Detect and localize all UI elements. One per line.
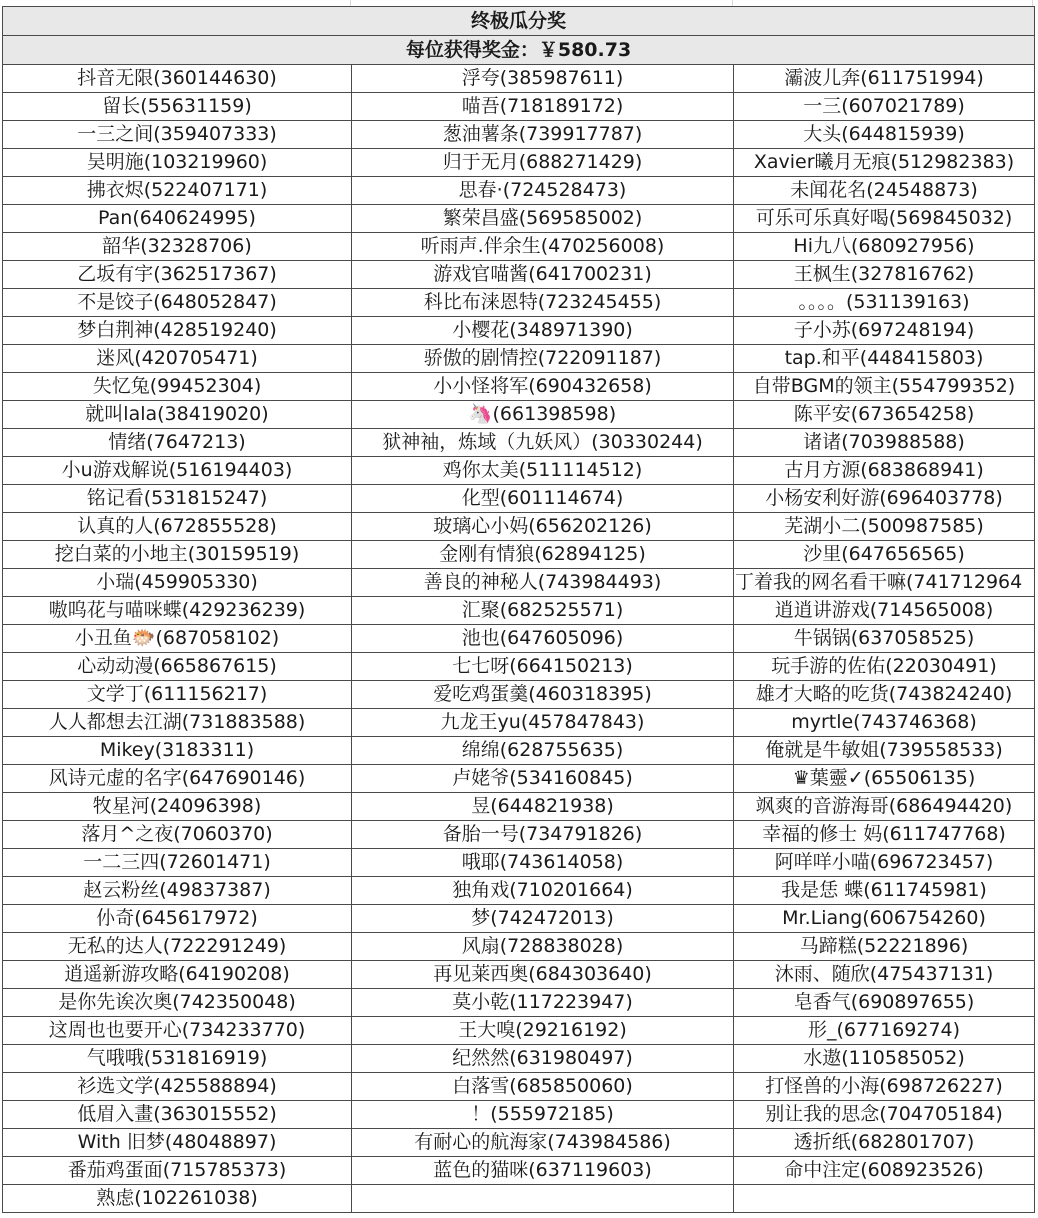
winner-cell[interactable]: 梦白荆神(428519240): [3, 317, 352, 345]
winner-cell[interactable]: 这周也也要开心(734233770): [3, 1017, 352, 1045]
winner-cell[interactable]: 灞波儿奔(611751994): [734, 65, 1035, 93]
winner-cell[interactable]: 听雨声.伴余生(470256008): [352, 233, 734, 261]
winner-cell[interactable]: 铭记看(531815247): [3, 485, 352, 513]
table-row: [3, 597, 1035, 625]
table-row: [3, 373, 1035, 401]
winner-cell[interactable]: 一二三四(72601471): [3, 849, 352, 877]
table-row: [3, 905, 1035, 933]
winner-cell[interactable]: 未闻花名(24548873): [734, 177, 1035, 205]
table-row: [3, 793, 1035, 821]
winner-cell[interactable]: 幸福的修士 妈(611747768): [734, 821, 1035, 849]
winner-cell[interactable]: 子小苏(697248194): [734, 317, 1035, 345]
table-row: [3, 513, 1035, 541]
table-row: [3, 625, 1035, 653]
sheet-title[interactable]: 终极瓜分奖: [3, 7, 1035, 36]
winner-cell[interactable]: 金刚有情狼(62894125): [352, 541, 734, 569]
winner-cell[interactable]: 备胎一号(734791826): [352, 821, 734, 849]
table-row: [3, 821, 1035, 849]
winner-cell[interactable]: 浮夸(385987611): [352, 65, 734, 93]
table-row: [3, 653, 1035, 681]
winner-cell[interactable]: 池也(647605096): [352, 625, 734, 653]
winner-cell[interactable]: 自带BGM的领主(554799352): [734, 373, 1035, 401]
winner-cell[interactable]: 风诗元虚的名字(647690146): [3, 765, 352, 793]
winner-cell[interactable]: 小丑鱼🐡(687058102): [3, 625, 352, 653]
winner-cell[interactable]: 打怪兽的小海(698726227): [734, 1073, 1035, 1101]
table-row: [3, 289, 1035, 317]
winner-cell[interactable]: 文学丁(611156217): [3, 681, 352, 709]
winner-cell[interactable]: 俺就是牛敏姐(739558533): [734, 737, 1035, 765]
winner-cell[interactable]: 思春·(724528473): [352, 177, 734, 205]
winner-cell[interactable]: 独角戏(710201664): [352, 877, 734, 905]
winner-cell[interactable]: 骄傲的剧情控(722091187): [352, 345, 734, 373]
winner-cell[interactable]: 情绪(7647213): [3, 429, 352, 457]
winner-cell[interactable]: 水遨(110585052): [734, 1045, 1035, 1073]
winner-cell[interactable]: 马蹄糕(52221896): [734, 933, 1035, 961]
table-row: [3, 709, 1035, 737]
winner-cell[interactable]: tap.和平(448415803): [734, 345, 1035, 373]
winner-cell[interactable]: 韶华(32328706): [3, 233, 352, 261]
winner-cell[interactable]: 芜湖小二(500987585): [734, 513, 1035, 541]
table-row: [3, 1129, 1035, 1157]
title-row: [3, 7, 1035, 36]
winner-cell[interactable]: 古月方源(683868941): [734, 457, 1035, 485]
winner-cell[interactable]: 王枫生(327816762): [734, 261, 1035, 289]
winner-cell[interactable]: 爱吃鸡蛋羹(460318395): [352, 681, 734, 709]
table-row: [3, 93, 1035, 121]
winner-cell[interactable]: 认真的人(672855528): [3, 513, 352, 541]
table-row: [3, 849, 1035, 877]
prize-amount[interactable]: 每位获得奖金：￥580.73: [3, 36, 1035, 65]
table-row: [3, 317, 1035, 345]
winner-cell[interactable]: 科比布涞恩特(723245455): [352, 289, 734, 317]
winner-cell[interactable]: 玩手游的佐佑(22030491): [734, 653, 1035, 681]
winner-cell[interactable]: 有耐心的航海家(743984586): [352, 1129, 734, 1157]
winner-cell[interactable]: 陈平安(673654258): [734, 401, 1035, 429]
winner-cell[interactable]: 命中注定(608923526): [734, 1157, 1035, 1185]
winner-cell[interactable]: 牛锅锅(637058525): [734, 625, 1035, 653]
table-row: [3, 429, 1035, 457]
winner-cell[interactable]: 汇聚(682525571): [352, 597, 734, 625]
winner-cell[interactable]: 挖白菜的小地主(30159519): [3, 541, 352, 569]
winner-cell[interactable]: 仦奇(645617972): [3, 905, 352, 933]
winner-cell[interactable]: 番茄鸡蛋面(715785373): [3, 1157, 352, 1185]
winner-cell[interactable]: 莫小乾(117223947): [352, 989, 734, 1017]
winner-cell[interactable]: 一三(607021789): [734, 93, 1035, 121]
winner-cell[interactable]: 小樱花(348971390): [352, 317, 734, 345]
winner-cell[interactable]: 白落雪(685850060): [352, 1073, 734, 1101]
winner-cell[interactable]: 归于无月(688271429): [352, 149, 734, 177]
winner-cell[interactable]: 熟虑(102261038): [3, 1185, 352, 1213]
winner-cell[interactable]: 阿咩咩小喵(696723457): [734, 849, 1035, 877]
winner-cell[interactable]: [352, 1185, 734, 1213]
winner-cell[interactable]: 乙坂有宇(362517367): [3, 261, 352, 289]
table-row: [3, 1073, 1035, 1101]
winner-cell[interactable]: 失忆兔(99452304): [3, 373, 352, 401]
winner-cell[interactable]: 善良的神秘人(743984493): [352, 569, 734, 597]
winner-cell[interactable]: 我是恁 蝶(611745981): [734, 877, 1035, 905]
winner-cell[interactable]: 繁荣昌盛(569585002): [352, 205, 734, 233]
winner-cell[interactable]: 逍逍讲游戏(714565008): [734, 597, 1035, 625]
winner-cell[interactable]: 喵吾(718189172): [352, 93, 734, 121]
table-row: [3, 1017, 1035, 1045]
table-row: [3, 401, 1035, 429]
winner-cell[interactable]: 王大嗅(29216192): [352, 1017, 734, 1045]
winner-cell[interactable]: 卢姥爷(534160845): [352, 765, 734, 793]
table-row: [3, 485, 1035, 513]
winner-cell[interactable]: 蓝色的猫咪(637119603): [352, 1157, 734, 1185]
winner-cell[interactable]: 昱(644821938): [352, 793, 734, 821]
table-row: [3, 149, 1035, 177]
winner-cell[interactable]: 。。。。(531139163): [734, 289, 1035, 317]
winner-cell[interactable]: 牧星河(24096398): [3, 793, 352, 821]
table-row: [3, 1157, 1035, 1185]
winner-cell[interactable]: Hi九八(680927956): [734, 233, 1035, 261]
winner-cell[interactable]: 吴明施(103219960): [3, 149, 352, 177]
winner-cell[interactable]: 一三之间(359407333): [3, 121, 352, 149]
winner-cell[interactable]: 游戏官喵酱(641700231): [352, 261, 734, 289]
winner-cell[interactable]: 小u游戏解说(516194403): [3, 457, 352, 485]
table-row: [3, 961, 1035, 989]
winner-cell[interactable]: 心动动漫(665867615): [3, 653, 352, 681]
winner-cell[interactable]: 别让我的思念(704705184): [734, 1101, 1035, 1129]
winner-cell[interactable]: 葱油薯条(739917787): [352, 121, 734, 149]
table-row: [3, 569, 1035, 597]
winner-cell[interactable]: myrtle(743746368): [734, 709, 1035, 737]
winner-cell[interactable]: 鸡你太美(511114512): [352, 457, 734, 485]
winner-cell[interactable]: 七七呀(664150213): [352, 653, 734, 681]
winner-cell[interactable]: 九龙王yu(457847843): [352, 709, 734, 737]
winner-cell[interactable]: 低眉入畫(363015552): [3, 1101, 352, 1129]
winner-cell[interactable]: 诸诸(703988588): [734, 429, 1035, 457]
winner-cell[interactable]: 是你先诶次奥(742350048): [3, 989, 352, 1017]
winner-cell[interactable]: 丁着我的网名看干嘛(741712964: [734, 569, 1035, 597]
winner-cell[interactable]: 透折纸(682801707): [734, 1129, 1035, 1157]
winner-cell[interactable]: 雄才大略的吃货(743824240): [734, 681, 1035, 709]
table-row: [3, 121, 1035, 149]
table-row: [3, 1101, 1035, 1129]
winner-cell[interactable]: 拂衣烬(522407171): [3, 177, 352, 205]
winner-cell[interactable]: 逍遥新游攻略(64190208): [3, 961, 352, 989]
winner-cell[interactable]: Mikey(3183311): [3, 737, 352, 765]
prize-row: [3, 36, 1035, 65]
winner-cell[interactable]: 就叫lala(38419020): [3, 401, 352, 429]
table-row: [3, 681, 1035, 709]
winner-cell[interactable]: 嗷呜花与喵咪蝶(429236239): [3, 597, 352, 625]
table-row: [3, 737, 1035, 765]
winner-cell[interactable]: 小瑞(459905330): [3, 569, 352, 597]
winner-cell[interactable]: 赵云粉丝(49837387): [3, 877, 352, 905]
table-row: [3, 933, 1035, 961]
winner-cell[interactable]: 风扇(728838028): [352, 933, 734, 961]
winner-cell[interactable]: 沐雨、随欣(475437131): [734, 961, 1035, 989]
winners-table: [2, 6, 1035, 1213]
winner-cell[interactable]: 衫选文学(425588894): [3, 1073, 352, 1101]
winner-cell[interactable]: ♛葉靈✓(65506135): [734, 765, 1035, 793]
table-row: [3, 457, 1035, 485]
winner-cell[interactable]: 梦(742472013): [352, 905, 734, 933]
winner-cell[interactable]: 形_(677169274): [734, 1017, 1035, 1045]
winner-cell[interactable]: 狱神袖，炼域（九妖风）(30330244): [352, 429, 734, 457]
winner-cell[interactable]: 气哦哦(531816919): [3, 1045, 352, 1073]
table-row: [3, 261, 1035, 289]
winner-cell[interactable]: 🦄(661398598): [352, 401, 734, 429]
winner-cell[interactable]: Pan(640624995): [3, 205, 352, 233]
winner-cell[interactable]: 飒爽的音游海哥(686494420): [734, 793, 1035, 821]
winner-cell[interactable]: Mr.Liang(606754260): [734, 905, 1035, 933]
winner-cell[interactable]: 无私的达人(722291249): [3, 933, 352, 961]
winner-cell[interactable]: 不是饺子(648052847): [3, 289, 352, 317]
winner-cell[interactable]: 可乐可乐真好喝(569845032): [734, 205, 1035, 233]
winner-cell[interactable]: 绵绵(628755635): [352, 737, 734, 765]
table-row: [3, 205, 1035, 233]
winner-cell[interactable]: 化型(601114674): [352, 485, 734, 513]
table-row: [3, 765, 1035, 793]
winner-cell[interactable]: 皂香气(690897655): [734, 989, 1035, 1017]
winner-cell[interactable]: 抖音无限(360144630): [3, 65, 352, 93]
winner-cell[interactable]: 哦耶(743614058): [352, 849, 734, 877]
winner-cell[interactable]: 人人都想去江湖(731883588): [3, 709, 352, 737]
winner-cell[interactable]: With 旧梦(48048897): [3, 1129, 352, 1157]
table-row: [3, 989, 1035, 1017]
winner-cell[interactable]: [734, 1185, 1035, 1213]
winner-cell[interactable]: 纪然然(631980497): [352, 1045, 734, 1073]
table-row: [3, 177, 1035, 205]
table-row: [3, 1045, 1035, 1073]
table-row: [3, 65, 1035, 93]
winner-cell[interactable]: 小杨安利好游(696403778): [734, 485, 1035, 513]
winner-cell[interactable]: Xavier曦月无痕(512982383): [734, 149, 1035, 177]
table-row: [3, 541, 1035, 569]
table-row: [3, 233, 1035, 261]
winner-cell[interactable]: 再见莱西奥(684303640): [352, 961, 734, 989]
winner-cell[interactable]: 迷风(420705471): [3, 345, 352, 373]
winner-cell[interactable]: 大头(644815939): [734, 121, 1035, 149]
table-row: [3, 345, 1035, 373]
winner-cell[interactable]: 落月^之夜(7060370): [3, 821, 352, 849]
winner-cell[interactable]: ！(555972185): [352, 1101, 734, 1129]
winner-cell[interactable]: 留长(55631159): [3, 93, 352, 121]
table-row: [3, 877, 1035, 905]
winner-cell[interactable]: 沙里(647656565): [734, 541, 1035, 569]
winner-cell[interactable]: 玻璃心小妈(656202126): [352, 513, 734, 541]
winner-cell[interactable]: 小小怪将军(690432658): [352, 373, 734, 401]
table-row: [3, 1185, 1035, 1213]
